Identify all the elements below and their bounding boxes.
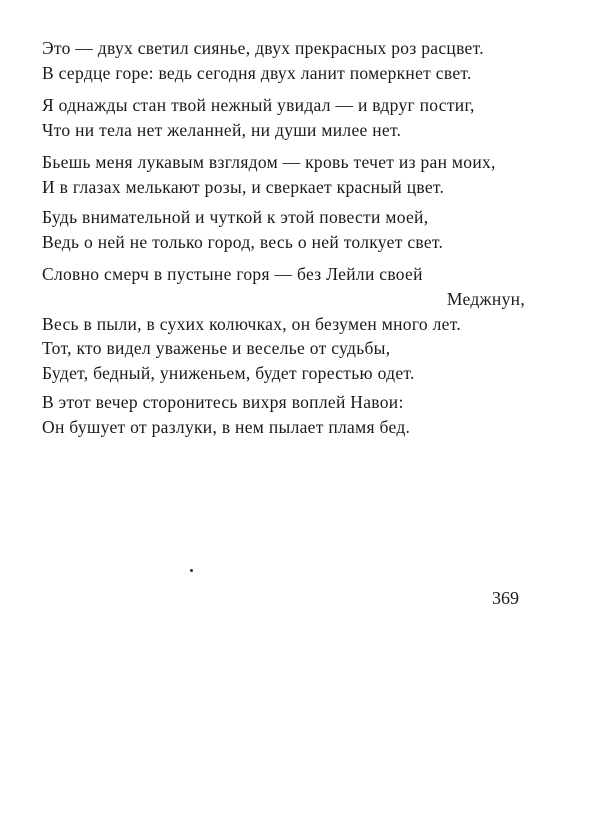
ink-speck — [190, 569, 193, 572]
stanza-2 — [42, 93, 527, 143]
page-number: 369 — [492, 588, 519, 608]
verse-line: Тот, кто видел уваженье и веселье от судьбы, — [42, 338, 391, 358]
verse-line: Он бушует от разлуки, в нем пылает пламя бед. — [42, 417, 411, 437]
verse-line-continuation: Меджнун, — [446, 289, 525, 309]
verse-line: Ведь о ней не только город, весь о ней толкует свет. — [42, 232, 444, 252]
verse-line: Что ни тела нет желанней, ни души милее нет. — [42, 120, 402, 140]
stanza-6 — [42, 336, 527, 386]
verse-line: Будет, бедный, униженьем, будет горестью одет. — [42, 363, 415, 383]
verse-line: Словно смерч в пустыне горя — без Лейли своей — [42, 264, 423, 284]
verse-line: Я однажды стан твой нежный увидал — и вдруг постиг, — [42, 95, 475, 115]
verse-line: Бьешь меня лукавым взглядом — кровь течет из ран моих, — [42, 152, 496, 172]
verse-line: Весь в пыли, в сухих колючках, он безумен много лет. — [42, 314, 462, 334]
stanza-5 — [42, 262, 527, 337]
stanza-7 — [42, 390, 527, 440]
stanza-3 — [42, 150, 527, 200]
verse-line: Это — двух светил сиянье, двух прекрасных роз расцвет. — [42, 38, 484, 58]
stanza-1 — [42, 36, 527, 86]
verse-line: Будь внимательной и чуткой к этой повести моей, — [42, 207, 429, 227]
verse-line: И в глазах мелькают розы, и сверкает красный цвет. — [42, 177, 445, 197]
verse-line: В этот вечер сторонитесь вихря воплей Навои: — [42, 392, 404, 412]
verse-line: В сердце горе: ведь сегодня двух ланит померкнет свет. — [42, 63, 472, 83]
stanza-4 — [42, 205, 527, 255]
